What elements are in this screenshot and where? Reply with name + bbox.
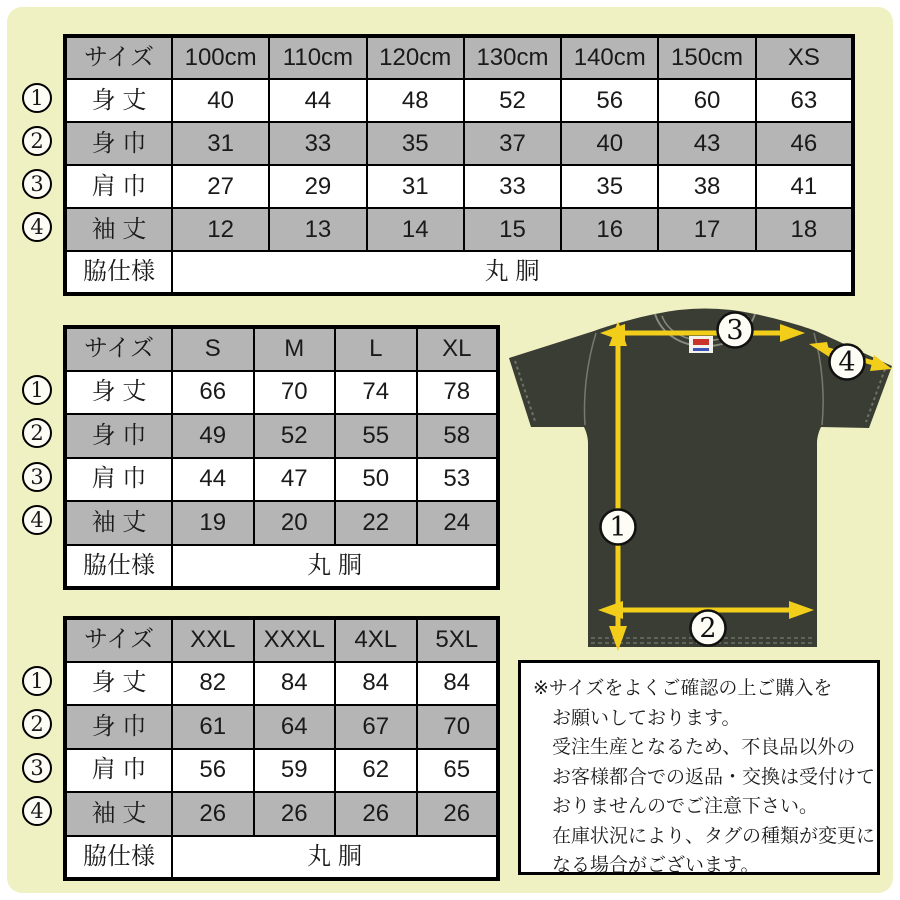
value-cell: 31 (367, 165, 464, 208)
value-cell: 38 (658, 165, 755, 208)
value-cell: 27 (172, 165, 269, 208)
row-marker-1: 1 (22, 375, 52, 405)
value-cell: 43 (658, 122, 755, 165)
value-cell: 13 (269, 208, 366, 251)
value-cell: 41 (756, 165, 853, 208)
value-cell: 26 (172, 792, 254, 836)
marker-number-3: 3 (726, 315, 744, 346)
value-cell: 29 (269, 165, 366, 208)
value-cell: 35 (367, 122, 464, 165)
value-cell: 14 (367, 208, 464, 251)
footer-value: 丸 胴 (172, 836, 498, 880)
row-marker-2: 2 (22, 126, 52, 156)
size-table-big (63, 616, 500, 881)
row-label: 身 丈 (65, 662, 172, 706)
header-cell: XS (756, 36, 853, 79)
value-cell: 40 (172, 79, 269, 122)
neck-label (689, 336, 713, 353)
header-cell: XL (417, 327, 499, 371)
row-marker-4: 4 (22, 505, 52, 535)
value-cell: 16 (561, 208, 658, 251)
value-cell: 56 (561, 79, 658, 122)
row-marker-3: 3 (22, 462, 52, 492)
value-cell: 47 (254, 458, 336, 502)
header-cell: サイズ (65, 327, 172, 371)
value-cell: 26 (254, 792, 336, 836)
notice-line: ※サイズをよくご確認の上ご購入を (533, 678, 833, 699)
value-cell: 61 (172, 705, 254, 749)
value-cell: 64 (254, 705, 336, 749)
value-cell: 17 (658, 208, 755, 251)
size-table-adult (63, 325, 500, 590)
value-cell: 66 (172, 371, 254, 415)
value-cell: 84 (335, 662, 417, 706)
row-marker-3: 3 (22, 169, 52, 199)
value-cell: 62 (335, 749, 417, 793)
value-cell: 26 (335, 792, 417, 836)
value-cell: 31 (172, 122, 269, 165)
value-cell: 18 (756, 208, 853, 251)
value-cell: 52 (464, 79, 561, 122)
value-cell: 65 (417, 749, 499, 793)
value-cell: 26 (417, 792, 499, 836)
marker-number-1: 1 (609, 512, 627, 543)
size-table-kids-wrap (30, 34, 855, 296)
notice-line: なる場合がございます。 (552, 855, 760, 876)
row-marker-1: 1 (22, 666, 52, 696)
value-cell: 82 (172, 662, 254, 706)
marker-number-4: 4 (838, 347, 856, 378)
row-label: 袖 丈 (65, 792, 172, 836)
value-cell: 12 (172, 208, 269, 251)
row-label: 身 巾 (65, 122, 172, 165)
notice-line: 在庫状況により、タグの種類が変更に (552, 825, 876, 847)
value-cell: 50 (335, 458, 417, 502)
value-cell: 52 (254, 414, 336, 458)
value-cell: 37 (464, 122, 561, 165)
value-cell: 44 (269, 79, 366, 122)
value-cell: 24 (417, 501, 499, 545)
value-cell: 70 (254, 371, 336, 415)
value-cell: 84 (417, 662, 499, 706)
value-cell: 53 (417, 458, 499, 502)
notice-line: おりませんのでご注意下さい。 (552, 796, 819, 817)
notice-line: 受注生産となるため、不良品以外の (552, 737, 856, 758)
value-cell: 44 (172, 458, 254, 502)
row-marker-2: 2 (22, 418, 52, 448)
row-label: 身 巾 (65, 414, 172, 458)
value-cell: 60 (658, 79, 755, 122)
value-cell: 59 (254, 749, 336, 793)
row-marker-4: 4 (22, 796, 52, 826)
value-cell: 74 (335, 371, 417, 415)
value-cell: 58 (417, 414, 499, 458)
row-label: 袖 丈 (65, 208, 172, 251)
header-cell: 130cm (464, 36, 561, 79)
value-cell: 63 (756, 79, 853, 122)
row-marker-2: 2 (22, 709, 52, 739)
footer-label: 脇仕様 (65, 545, 172, 589)
value-cell: 33 (269, 122, 366, 165)
size-table-adult-wrap (30, 325, 500, 590)
value-cell: 33 (464, 165, 561, 208)
value-cell: 78 (417, 371, 499, 415)
value-cell: 56 (172, 749, 254, 793)
purchase-notice-box (518, 660, 880, 875)
header-cell: 120cm (367, 36, 464, 79)
row-label: 身 丈 (65, 79, 172, 122)
footer-value: 丸 胴 (172, 545, 498, 589)
row-label: 身 丈 (65, 371, 172, 415)
row-label: 肩 巾 (65, 165, 172, 208)
value-cell: 40 (561, 122, 658, 165)
row-label: 袖 丈 (65, 501, 172, 545)
value-cell: 46 (756, 122, 853, 165)
header-cell: サイズ (65, 36, 172, 79)
row-label: 肩 巾 (65, 458, 172, 502)
header-cell: S (172, 327, 254, 371)
value-cell: 15 (464, 208, 561, 251)
header-cell: 4XL (335, 618, 417, 662)
value-cell: 22 (335, 501, 417, 545)
header-cell: L (335, 327, 417, 371)
header-cell: 140cm (561, 36, 658, 79)
value-cell: 20 (254, 501, 336, 545)
size-table-kids (63, 34, 855, 296)
value-cell: 49 (172, 414, 254, 458)
row-marker-4: 4 (22, 212, 52, 242)
header-cell: XXXL (254, 618, 336, 662)
value-cell: 67 (335, 705, 417, 749)
row-marker-3: 3 (22, 753, 52, 783)
value-cell: 48 (367, 79, 464, 122)
notice-line: お客様都合での返品・交換は受付けて (552, 766, 876, 788)
value-cell: 70 (417, 705, 499, 749)
size-table-big-wrap (30, 616, 500, 881)
value-cell: 55 (335, 414, 417, 458)
footer-value: 丸 胴 (172, 251, 853, 294)
value-cell: 84 (254, 662, 336, 706)
header-cell: サイズ (65, 618, 172, 662)
header-cell: 110cm (269, 36, 366, 79)
value-cell: 35 (561, 165, 658, 208)
footer-label: 脇仕様 (65, 836, 172, 880)
row-label: 肩 巾 (65, 749, 172, 793)
header-cell: 100cm (172, 36, 269, 79)
row-label: 身 巾 (65, 705, 172, 749)
footer-label: 脇仕様 (65, 251, 172, 294)
header-cell: 5XL (417, 618, 499, 662)
tshirt-measure-diagram (495, 300, 900, 660)
row-marker-1: 1 (22, 83, 52, 113)
value-cell: 19 (172, 501, 254, 545)
header-cell: 150cm (658, 36, 755, 79)
header-cell: M (254, 327, 336, 371)
header-cell: XXL (172, 618, 254, 662)
marker-number-2: 2 (699, 613, 717, 644)
notice-line: お願いしております。 (552, 707, 741, 729)
